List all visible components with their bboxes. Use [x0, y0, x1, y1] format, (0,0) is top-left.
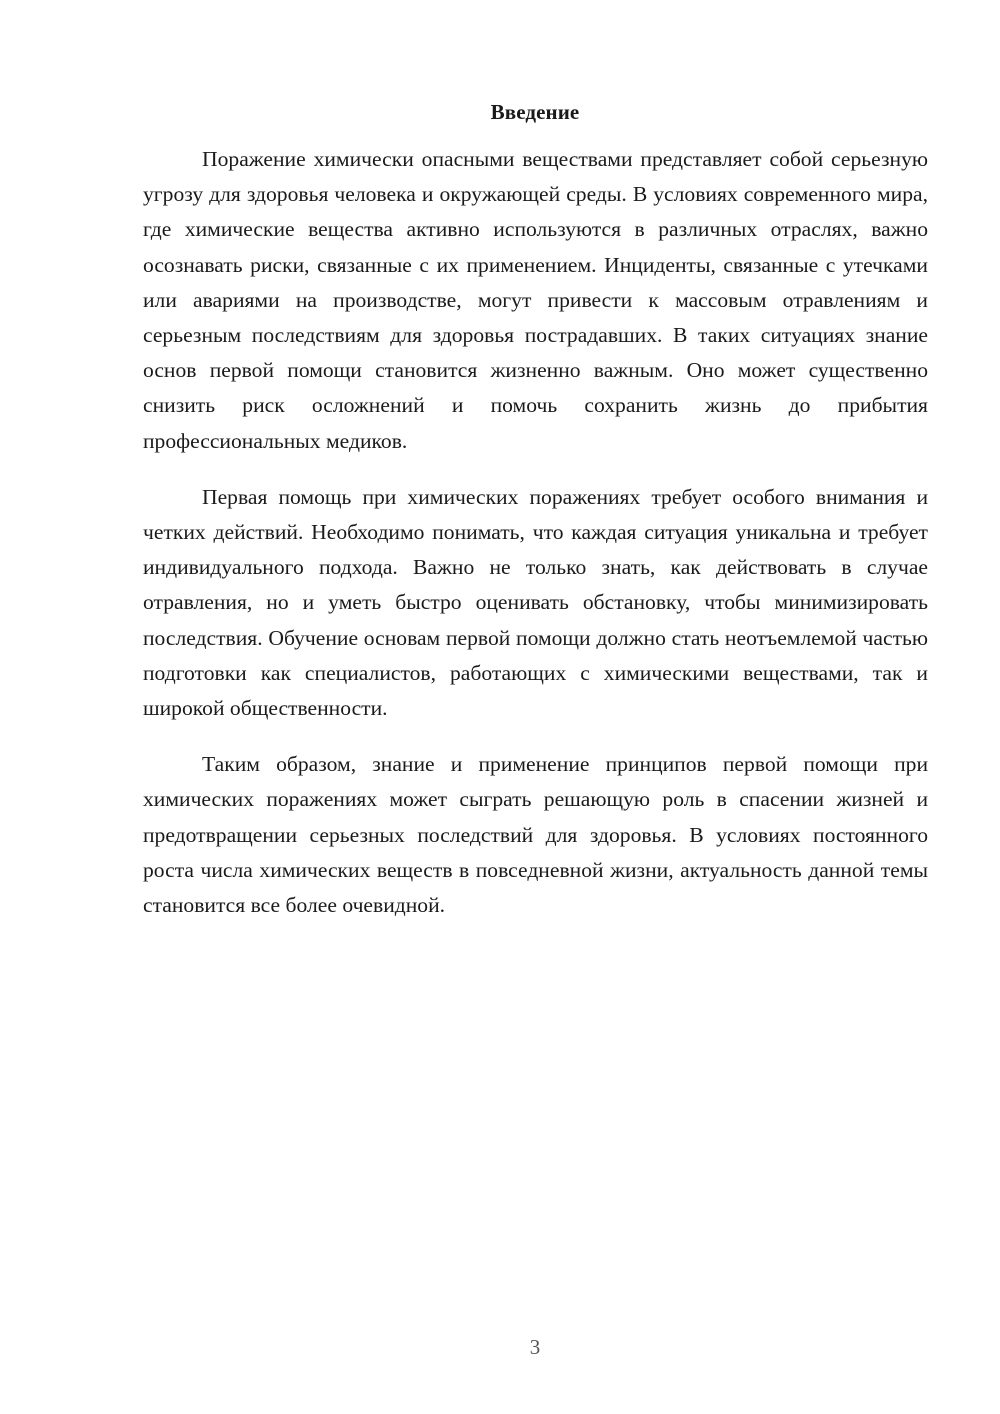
paragraph-1: Поражение химически опасными веществами представляет собой серьезную угрозу для здоровья человека и окружающей среды. В условиях современного мира, где химические вещества активно используются в различных отраслях, важно осознавать риски, связанные с их применением. Инциденты, связанные с утечками или авариями на производстве, могут привести к массовым отравлениям и серьезным последствиям для здоровья пострадавших. В таких ситуациях знание основ первой помощи становится жизненно важным. Оно может существенно снизить риск осложнений и помочь сохранить жизнь до прибытия профессиональных медиков. — [143, 147, 928, 453]
paragraph-2: Первая помощь при химических поражениях требует особого внимания и четких действий. Необходимо понимать, что каждая ситуация уникальна и требует индивидуального подхода. Важно не только знать, как действовать в случае отравления, но и уметь быстро оценивать обстановку, чтобы минимизировать последствия. Обучение основам первой помощи должно стать неотъемлемой частью подготовки как специалистов, работающих с химическими веществами, так и широкой общественности. — [143, 484, 928, 721]
body-text — [143, 142, 928, 944]
section-title: Введение — [490, 100, 580, 124]
page-number: 3 — [529, 1335, 541, 1359]
paragraph-3: Таким образом, знание и применение принципов первой помощи при химических поражениях может сыграть решающую роль в спасении жизней и предотвращении серьезных последствий для здоровья. В условиях постоянного роста числа химических веществ в повседневной жизни, актуальность данной темы становится все более очевидной. — [143, 752, 928, 918]
